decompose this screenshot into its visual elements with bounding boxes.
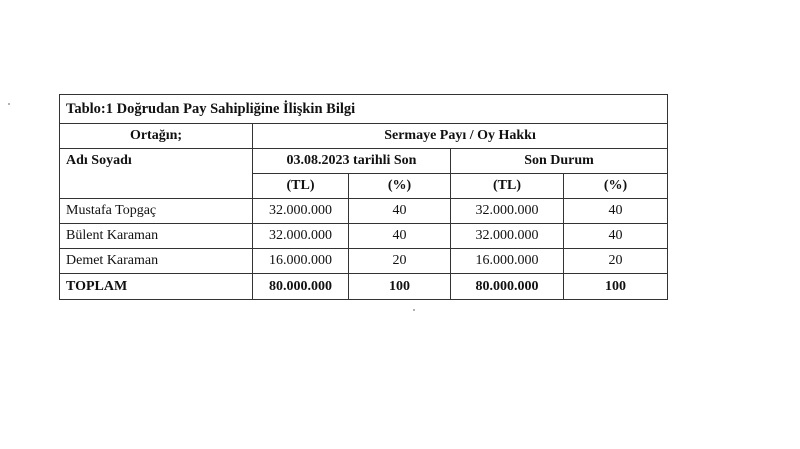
current-tl: 32.000.000 — [451, 224, 564, 249]
table-title-row — [60, 95, 668, 124]
current-header: Son Durum — [451, 149, 668, 174]
partner-header: Ortağın; — [60, 124, 253, 149]
previous-pct: 20 — [349, 249, 451, 274]
scan-speck — [8, 103, 10, 105]
previous-tl: 32.000.000 — [253, 224, 349, 249]
partner-name: Demet Karaman — [60, 249, 253, 274]
current-tl: 32.000.000 — [451, 199, 564, 224]
previous-pct: 40 — [349, 199, 451, 224]
previous-tl-header: (TL) — [253, 174, 349, 199]
previous-pct: 40 — [349, 224, 451, 249]
total-current-pct: 100 — [564, 274, 668, 300]
scan-speck — [413, 309, 415, 311]
total-current-tl: 80.000.000 — [451, 274, 564, 300]
total-label: TOPLAM — [60, 274, 253, 300]
partner-name: Mustafa Topgaç — [60, 199, 253, 224]
total-previous-pct: 100 — [349, 274, 451, 300]
previous-tl: 32.000.000 — [253, 199, 349, 224]
total-previous-tl: 80.000.000 — [253, 274, 349, 300]
current-pct: 20 — [564, 249, 668, 274]
partner-name: Bülent Karaman — [60, 224, 253, 249]
share-header: Sermaye Payı / Oy Hakkı — [253, 124, 668, 149]
table-row — [60, 224, 668, 249]
previous-tl: 16.000.000 — [253, 249, 349, 274]
header-row-2 — [60, 149, 668, 174]
previous-header: 03.08.2023 tarihli Son — [253, 149, 451, 174]
shareholding-table — [59, 94, 668, 300]
header-row-1 — [60, 124, 668, 149]
table-title: Tablo:1 Doğrudan Pay Sahipliğine İlişkin Bilgi — [60, 95, 668, 124]
current-tl-header: (TL) — [451, 174, 564, 199]
total-row — [60, 274, 668, 300]
name-header-spacer — [60, 174, 253, 199]
current-pct-header: (%) — [564, 174, 668, 199]
current-tl: 16.000.000 — [451, 249, 564, 274]
previous-pct-header: (%) — [349, 174, 451, 199]
table-row — [60, 199, 668, 224]
header-row-3 — [60, 174, 668, 199]
name-header: Adı Soyadı — [60, 149, 253, 174]
current-pct: 40 — [564, 224, 668, 249]
table-row — [60, 249, 668, 274]
current-pct: 40 — [564, 199, 668, 224]
